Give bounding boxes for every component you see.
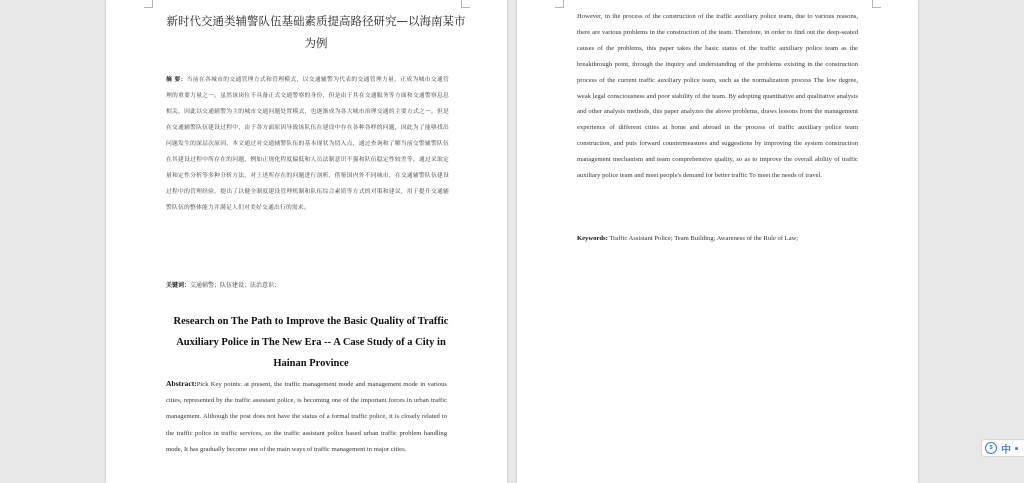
crop-mark [872, 0, 881, 8]
english-keywords-text: Traffic Assistant Police; Team Building; Awareness of the Rule of Law; [609, 235, 799, 242]
english-abstract-text: Pick Key points: at present, the traffic management mode and management mode in various cities, represented by the traffic assistant police, is becoming one of the important forces in urban traffic management. Although the post does not have the status of a formal traffic police, it is closely related to the traffic police in traffic services, so the traffic assistant police based urban traffic problem handling mode, It has gradually become one of the main ways of traffic management in major cities. [166, 381, 447, 453]
crop-mark [461, 0, 470, 8]
english-keywords [577, 231, 867, 247]
english-abstract-label: Abstract: [166, 379, 197, 388]
ime-toolbar[interactable] [981, 439, 1024, 457]
chinese-abstract-text: 当前在各城市的交通管理方式和管理模式，以交通辅警为代表的交通管理力量，正成为城市交通管理的重要力量之一。虽然该岗位不具备正式交通警察的身份，但是由于其在交通服务等方面和交通警察息息相关，因此以交通辅警为主的城市交通问题处置模式，也逐渐成为各大城市治理交通的主要方式之一。但是在交通辅警队伍建设过程中，由于各方面原因导致该队伍在建设中存在各种各样的问题，因此为了能够找出问题发生的深层次原因，本文通过对交通辅警队伍的基本现状为切入点，通过查询和了解当前交警辅警队伍在其建设过程中所存在的问题，例如正规化程度偏低和人员法制意识不强和队伍稳定性较差等。通过采取定量和定性分析等多种分析方法，对上述所存在的问题进行剖析，借鉴国内外不同城市，在交通辅警队伍建设过程中的管理经验，提出了以健全制度建设管理机制和队伍综合素质等方式的对策和建议，用于提升交通辅警队伍的整体能力并满足人们对美好交通出行的需求。 [166, 77, 449, 211]
english-abstract-continued: However, in the process of the construction of the traffic auxiliary police team, due to various reasons, there are various problems in the construction of the team. Therefore, in order to find out the deep-seated causes of the problems, this paper takes the basic status of the traffic auxiliary police team as the breakthrough point, through the inquiry and understanding of the problems existing in the construction process of the current traffic auxiliary police team, such as the normalization process The low degree, weak legal consciousness and poor stability of the team. By adopting quantitative and qualitative analysis and other analysis methods, this paper analyzes the above problems, draws lessons from the management experience of different cities at home and abroad in the process of traffic auxiliary police team construction, and puts forward countermeasures and suggestions by improving the system construction management mechanism and team comprehensive quality, so as to improve the overall ability of traffic auxiliary police team and meet people's demand for better traffic To meet the needs of travel. [577, 13, 858, 180]
document-page-right[interactable] [517, 0, 918, 483]
english-title: Research on The Path to Improve the Basic Quality of Traffic Auxiliary Police in The New Era -- A Case Study of a City in Hainan Province [173, 316, 449, 369]
document-page-left[interactable] [106, 0, 507, 483]
english-keywords-label: Keywords: [577, 235, 608, 242]
chinese-abstract-label: 摘 要： [166, 77, 187, 83]
crop-mark [555, 0, 564, 8]
ime-logo-icon[interactable]: S [985, 442, 997, 454]
english-abstract [166, 376, 447, 458]
ime-punctuation-icon[interactable] [1015, 447, 1018, 450]
ime-language-toggle[interactable]: 中 [1001, 444, 1011, 456]
crop-mark [144, 0, 153, 8]
chinese-title: 新时代交通类辅警队伍基础素质提高路径研究—以海南某市为例 [166, 14, 466, 50]
chinese-keywords-text: 交通辅警；队伍建设；法治意识； [190, 282, 281, 289]
chinese-keywords-label: 关键词： [166, 282, 191, 289]
chinese-abstract [166, 72, 449, 216]
chinese-keywords [166, 278, 449, 294]
